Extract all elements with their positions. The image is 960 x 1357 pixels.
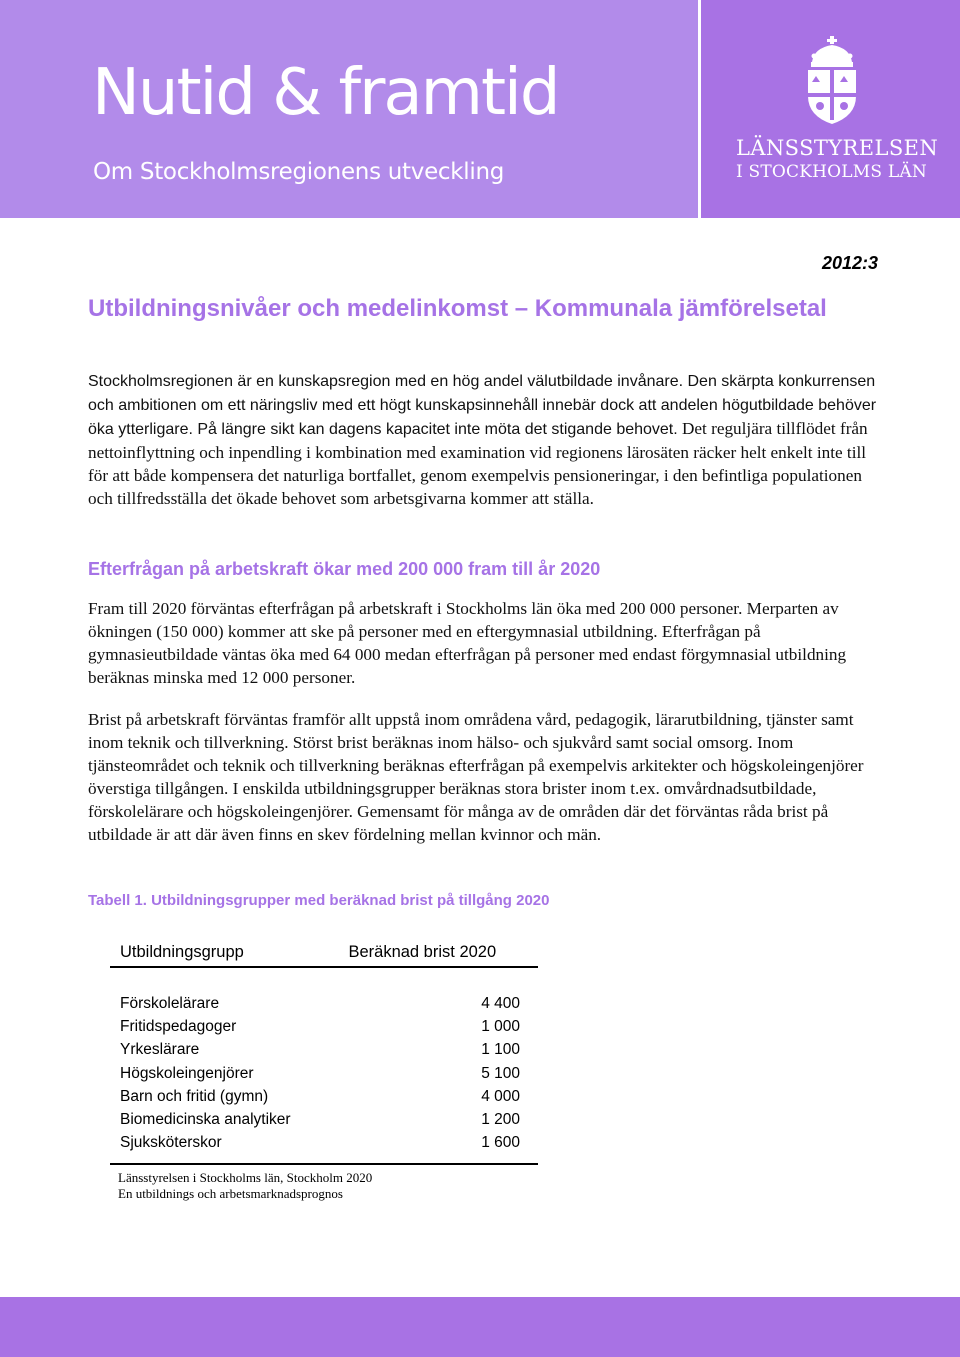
table-row	[110, 967, 538, 1015]
organization-name-line2: I STOCKHOLMS LÄN	[736, 162, 927, 182]
table-cell-group: Barn och fritid (gymn)	[120, 1087, 269, 1105]
header-left-panel	[0, 0, 698, 218]
table-row	[110, 1085, 538, 1108]
table-cell-group: Yrkeslärare	[120, 1041, 200, 1059]
publication-subtitle: Om Stockholmsregionens utveckling	[93, 159, 505, 185]
table-cell-value: 5 100	[481, 1064, 520, 1082]
shortage-table-container	[110, 943, 538, 1165]
organization-name	[736, 138, 938, 181]
header-banner	[0, 0, 960, 218]
intro-text-sans: Stockholmsregionen är en kunskapsregion med en hög andel välutbildade invånare. Den skärpta konkurrensen och ambitionen om ett näringsliv med ett högt kunskapsinnehåll innebär dock att andelen högutbildade behöver öka ytterligare. På längre sikt kan dagens kapacitet inte möta det stigande behovet.	[88, 373, 877, 438]
intro-paragraph	[88, 369, 878, 510]
table-row	[110, 1039, 538, 1062]
body-paragraph-demand: Fram till 2020 förväntas efterfrågan på arbetskraft i Stockholms län öka med 200 000 personer. Merparten av ökningen (150 000) kommer att ske på personer med en eftergymnasial utbildning. Efterfrågan på gymnasieutbildade väntas öka med 64 000 medan efterfrågan på personer med endast förgymnasial utbildning beräknas minska med 12 000 personer.	[88, 599, 847, 687]
table-row	[110, 1108, 538, 1131]
table-row	[110, 1015, 538, 1038]
royal-crest-icon	[802, 36, 862, 124]
table-header-row	[110, 943, 538, 967]
table-cell-value: 1 000	[481, 1017, 520, 1035]
organization-name-line1: LÄNSSTYRELSEN	[736, 136, 939, 160]
publication-title: Nutid & framtid	[92, 56, 559, 130]
table-cell-group: Högskoleingenjörer	[120, 1064, 254, 1082]
table-cell-group: Biomedicinska analytiker	[120, 1111, 291, 1129]
table-cell-value: 4 400	[481, 994, 520, 1012]
table-source-line2: En utbildnings och arbetsmarknadsprognos	[118, 1186, 343, 1201]
table-cell-group: Förskolelärare	[120, 994, 220, 1012]
column-header-value: Beräknad brist 2020	[338, 943, 538, 967]
table-row	[110, 1062, 538, 1085]
body-paragraph-shortage: Brist på arbetskraft förväntas framför allt uppstå inom områdena vård, pedagogik, lärarutbildning, tjänster samt inom teknik och tillverkning. Störst brist beräknas inom hälso- och sjukvård samt social omsorg. Inom tjänsteområdet och teknik och tillverkning beräknas efterfrågan på exempelvis arkitekter och högskoleingenjörer överstiga tillgången. I enskilda utbildningsgrupper beräknas stora brister inom t.ex. omvårdnadsutbildade, förskolelärare och högskoleingenjörer. Gemensamt för många av de områden där det förväntas råda brist på utbildade är att där även finns en skev fördelning mellan kvinnor och män.	[88, 710, 864, 844]
footer-band	[0, 1297, 960, 1357]
section-heading: Efterfrågan på arbetskraft ökar med 200 000 fram till år 2020	[88, 559, 601, 579]
table-caption: Tabell 1. Utbildningsgrupper med beräknad brist på tillgång 2020	[88, 892, 550, 909]
document-title: Utbildningsnivåer och medelinkomst – Kommunala jämförelsetal	[88, 295, 827, 322]
table-cell-value: 4 000	[481, 1087, 520, 1105]
column-header-group: Utbildningsgrupp	[110, 943, 338, 967]
table-row	[110, 1132, 538, 1164]
table-source	[118, 1170, 372, 1202]
table-cell-value: 1 100	[481, 1041, 520, 1059]
table-source-line1: Länsstyrelsen i Stockholms län, Stockholm 2020	[118, 1170, 373, 1185]
table-cell-value: 1 200	[481, 1111, 520, 1129]
issue-number: 2012:3	[822, 253, 879, 273]
intro-text-serif: Det reguljära tillflödet från nettoinflyttning och inpendling i kombination med examination vid regionens lärosäten räcker helt enkelt inte till för att både kompensera det naturliga bortfallet, genom exempelvis pensioneringar, i den befintliga populationen och tillfredsställa det ökade behovet som arbetsgivarna kommer att ställa.	[88, 419, 868, 508]
table-cell-group: Fritidspedagoger	[120, 1017, 237, 1035]
table-cell-value: 1 600	[338, 1132, 538, 1164]
table-cell-group: Sjuksköterskor	[110, 1132, 338, 1164]
shortage-table	[110, 943, 538, 1165]
